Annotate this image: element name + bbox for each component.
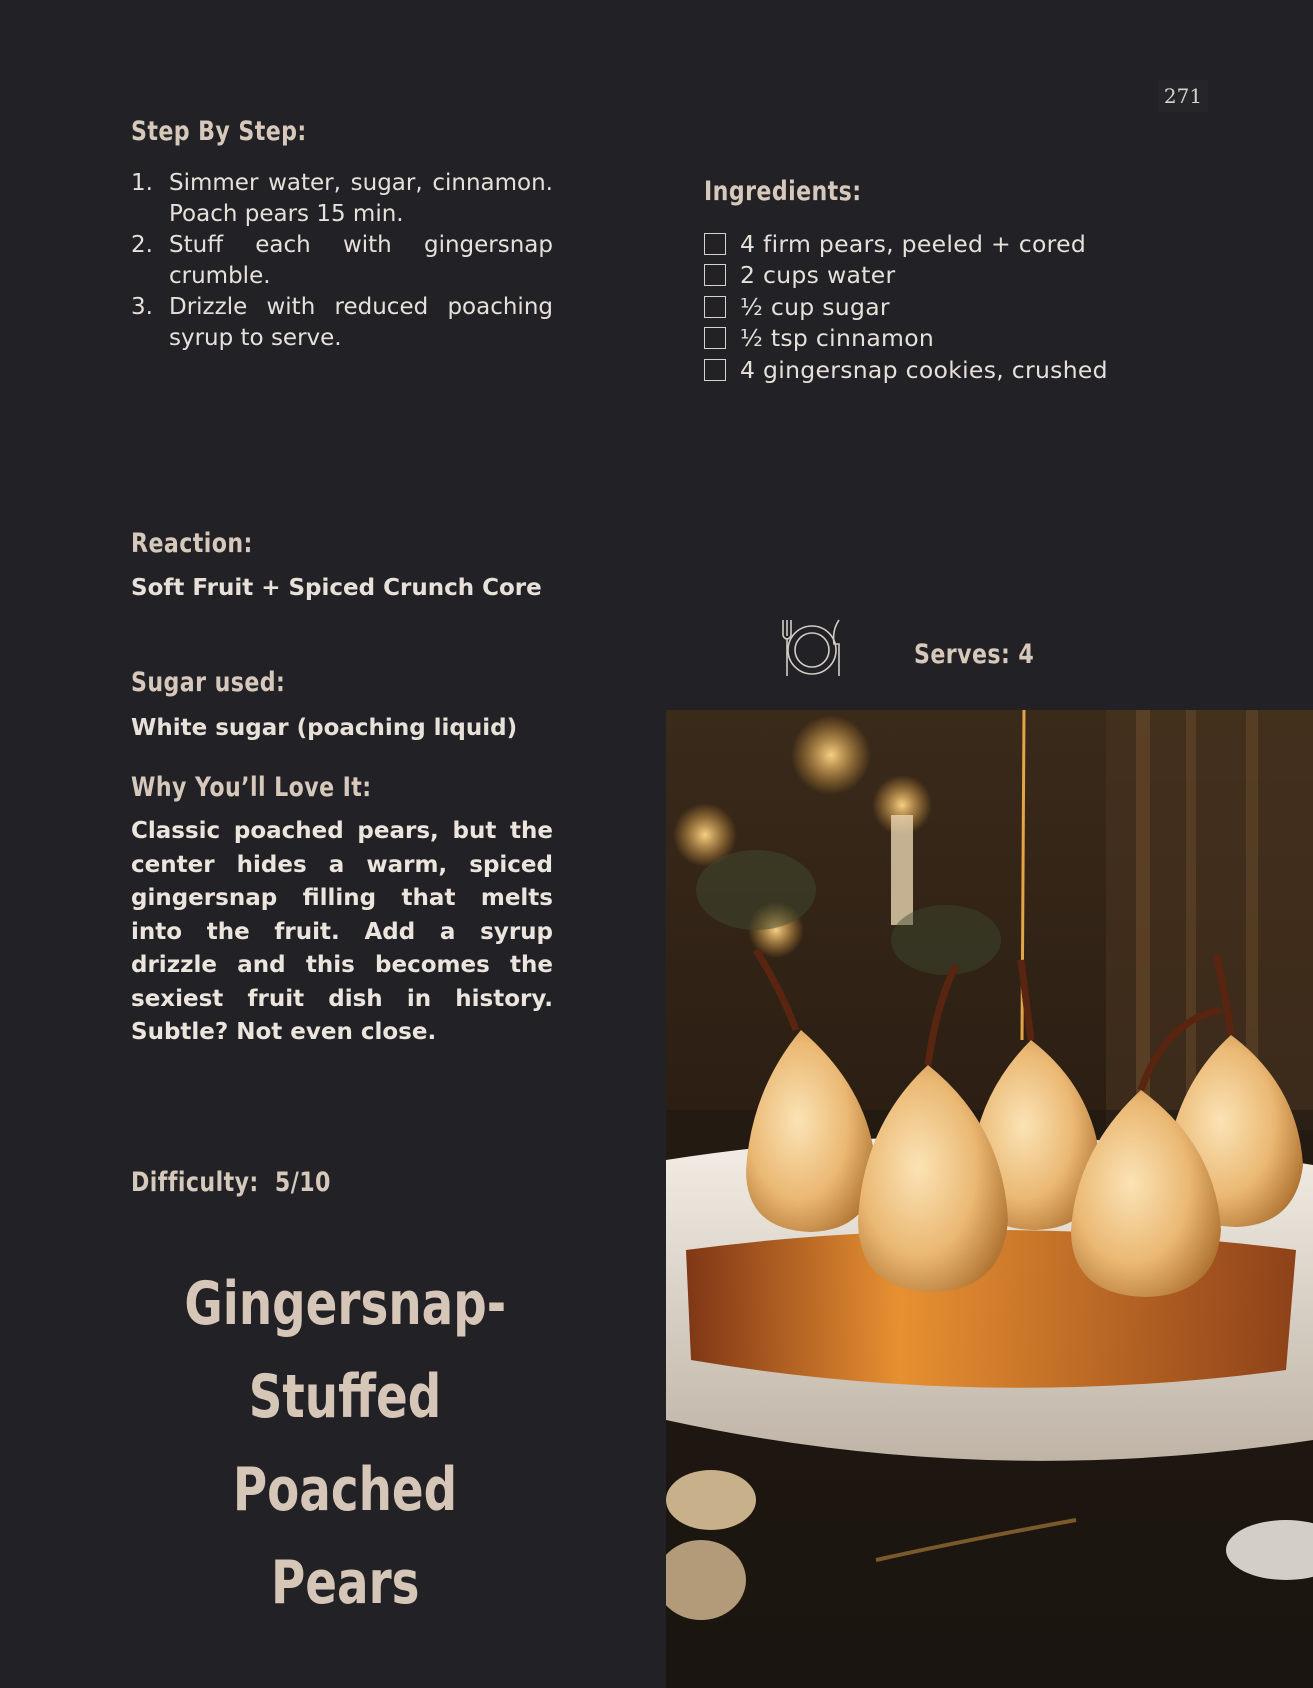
title-line: Gingersnap- <box>184 1269 506 1339</box>
ingredient-item[interactable] <box>704 354 1224 386</box>
poached-pears-photo <box>666 710 1313 1688</box>
step-item <box>131 292 553 354</box>
step-item <box>131 230 553 292</box>
checkbox[interactable] <box>704 264 726 286</box>
reaction-heading: Reaction: <box>131 528 253 559</box>
step-item <box>131 168 553 230</box>
checkbox[interactable] <box>704 296 726 318</box>
step-number: 1. <box>131 170 153 196</box>
checkbox[interactable] <box>704 233 726 255</box>
checkbox[interactable] <box>704 359 726 381</box>
sugar-text: White sugar (poaching liquid) <box>131 715 518 741</box>
step-number: 2. <box>131 232 153 258</box>
ingredient-item[interactable] <box>704 228 1224 260</box>
sugar-heading: Sugar used: <box>131 667 286 698</box>
ingredient-text: 4 firm pears, peeled + cored <box>740 229 1087 258</box>
difficulty-label: Difficulty: <box>131 1167 259 1198</box>
ingredient-text: ½ tsp cinnamon <box>740 324 935 353</box>
page-number: 271 <box>1158 80 1208 112</box>
checkbox[interactable] <box>704 327 726 349</box>
title-line: Stuffed Poached <box>232 1362 458 1525</box>
step-text: Simmer water, sugar, cinnamon. Poach pears 15 min. <box>169 170 553 227</box>
why-heading: Why You’ll Love It: <box>131 772 372 803</box>
serves-label: Serves: 4 <box>914 639 1035 670</box>
steps-heading: Step By Step: <box>131 116 307 147</box>
ingredient-item[interactable] <box>704 323 1224 355</box>
reaction-text: Soft Fruit + Spiced Crunch Core <box>131 575 542 601</box>
step-number: 3. <box>131 294 153 320</box>
step-text: Drizzle with reduced poaching syrup to serve. <box>169 294 553 351</box>
ingredients-heading: Ingredients: <box>704 176 862 207</box>
ingredient-text: 2 cups water <box>740 261 896 290</box>
plate-cutlery-icon <box>778 616 846 680</box>
difficulty <box>131 1167 331 1198</box>
ingredients-list <box>704 228 1224 386</box>
difficulty-value: 5/10 <box>274 1167 331 1198</box>
step-text: Stuff each with gingersnap crumble. <box>169 232 553 289</box>
why-text: Classic poached pears, but the center hides a warm, spiced gingersnap filling that melts into the fruit. Add a syrup drizzle and this becomes the sexiest fruit dish in history. Subtle? Not even close. <box>131 818 553 1045</box>
ingredient-item[interactable] <box>704 291 1224 323</box>
ingredient-item[interactable] <box>704 260 1224 292</box>
ingredient-text: 4 gingersnap cookies, crushed <box>740 355 1108 384</box>
ingredient-text: ½ cup sugar <box>740 292 890 321</box>
title-line: Pears <box>270 1548 420 1618</box>
recipe-title <box>120 1258 570 1630</box>
steps-list <box>131 168 553 354</box>
